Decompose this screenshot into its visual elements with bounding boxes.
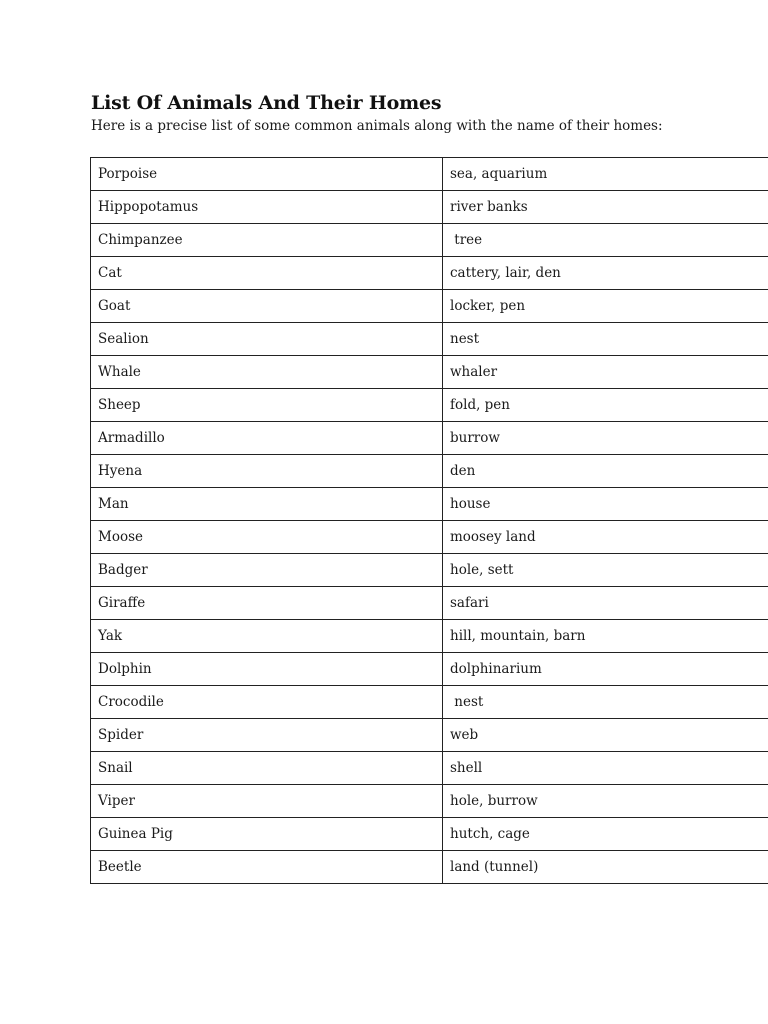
table-row [91, 554, 768, 587]
animal-cell: Crocodile [91, 686, 443, 719]
home-cell: whaler [443, 356, 768, 389]
animals-homes-table [90, 157, 768, 884]
intro-paragraph: Here is a precise list of some common animals along with the name of their homes: [91, 118, 663, 134]
home-cell: moosey land [443, 521, 768, 554]
home-cell: web [443, 719, 768, 752]
home-cell: hill, mountain, barn [443, 620, 768, 653]
home-cell: hole, sett [443, 554, 768, 587]
table-row [91, 455, 768, 488]
table-row [91, 488, 768, 521]
home-cell: safari [443, 587, 768, 620]
animal-cell: Giraffe [91, 587, 443, 620]
animal-cell: Whale [91, 356, 443, 389]
table-row [91, 323, 768, 356]
animal-cell: Snail [91, 752, 443, 785]
home-cell: shell [443, 752, 768, 785]
home-cell: house [443, 488, 768, 521]
table-row [91, 620, 768, 653]
home-cell: river banks [443, 191, 768, 224]
table-row [91, 818, 768, 851]
animal-cell: Dolphin [91, 653, 443, 686]
animal-cell: Hippopotamus [91, 191, 443, 224]
home-cell: tree [443, 224, 768, 257]
animal-cell: Chimpanzee [91, 224, 443, 257]
table-row [91, 389, 768, 422]
animal-cell: Moose [91, 521, 443, 554]
animal-cell: Badger [91, 554, 443, 587]
animal-cell: Beetle [91, 851, 443, 884]
animal-cell: Goat [91, 290, 443, 323]
table-body [91, 158, 768, 884]
home-cell: den [443, 455, 768, 488]
animal-cell: Spider [91, 719, 443, 752]
table-row [91, 422, 768, 455]
home-cell: fold, pen [443, 389, 768, 422]
animal-cell: Man [91, 488, 443, 521]
home-cell: cattery, lair, den [443, 257, 768, 290]
home-cell: hutch, cage [443, 818, 768, 851]
table-row [91, 356, 768, 389]
table-row [91, 257, 768, 290]
table-row [91, 719, 768, 752]
animal-cell: Sealion [91, 323, 443, 356]
table-row [91, 191, 768, 224]
table-row [91, 851, 768, 884]
animal-cell: Armadillo [91, 422, 443, 455]
home-cell: dolphinarium [443, 653, 768, 686]
animal-cell: Porpoise [91, 158, 443, 191]
home-cell: nest [443, 686, 768, 719]
table-row [91, 752, 768, 785]
page-title: List Of Animals And Their Homes [91, 92, 442, 114]
table-row [91, 158, 768, 191]
table-row [91, 785, 768, 818]
home-cell: sea, aquarium [443, 158, 768, 191]
table-row [91, 686, 768, 719]
animal-cell: Hyena [91, 455, 443, 488]
animal-cell: Viper [91, 785, 443, 818]
home-cell: land (tunnel) [443, 851, 768, 884]
animal-cell: Sheep [91, 389, 443, 422]
table-row [91, 224, 768, 257]
home-cell: burrow [443, 422, 768, 455]
animal-cell: Yak [91, 620, 443, 653]
home-cell: locker, pen [443, 290, 768, 323]
animal-cell: Cat [91, 257, 443, 290]
animal-cell: Guinea Pig [91, 818, 443, 851]
home-cell: hole, burrow [443, 785, 768, 818]
table-row [91, 587, 768, 620]
table-row [91, 521, 768, 554]
table-row [91, 653, 768, 686]
table-row [91, 290, 768, 323]
home-cell: nest [443, 323, 768, 356]
